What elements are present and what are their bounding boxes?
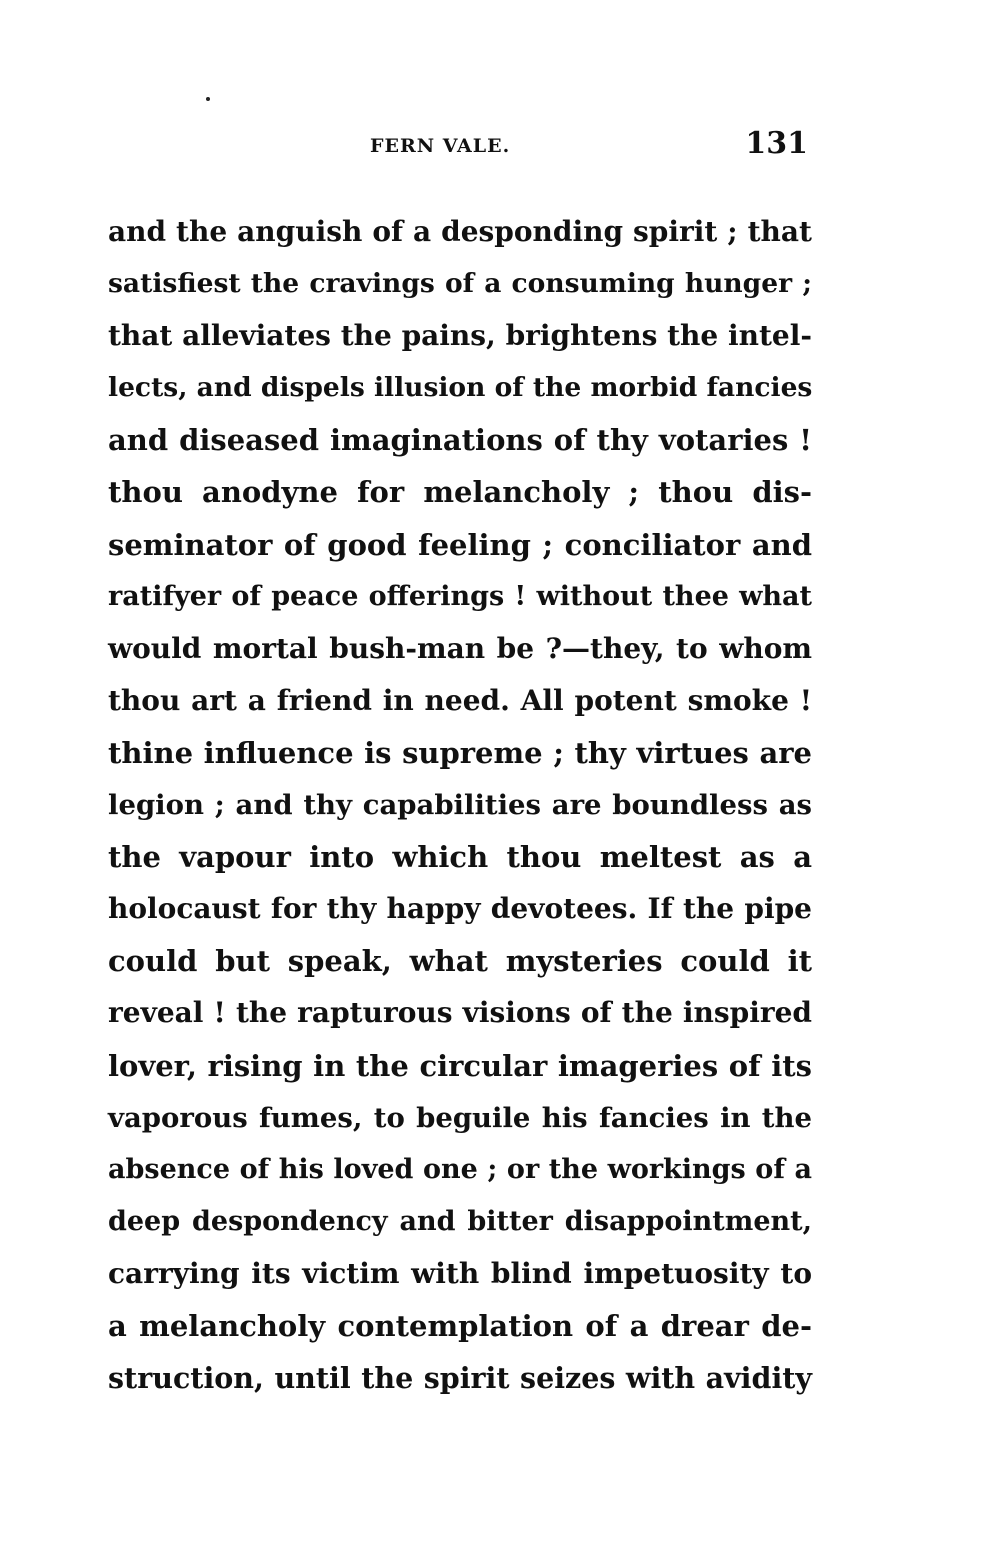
- body-text: [108, 206, 812, 1404]
- text-line: and the anguish of a desponding spirit ; that: [108, 215, 812, 248]
- text-line: could but speak, what mysteries could it: [108, 944, 812, 979]
- text-line: reveal ! the rapturous visions of the inspired: [108, 996, 812, 1030]
- running-head: [108, 126, 808, 166]
- text-line: ratifyer of peace offerings ! without thee what: [108, 580, 812, 612]
- text-line: holocaust for thy happy devotees. If the pipe: [108, 892, 812, 926]
- page-number: 131: [745, 126, 808, 161]
- text-line: absence of his loved one ; or the workings of a: [108, 1153, 812, 1185]
- text-line: seminator of good feeling ; conciliator and: [108, 527, 812, 562]
- text-line: thine influence is supreme ; thy virtues are: [108, 735, 812, 770]
- text-line: vaporous fumes, to beguile his fancies in the: [108, 1101, 812, 1134]
- ink-speck: [206, 97, 210, 101]
- text-line: carrying its victim with blind impetuosity to: [108, 1256, 812, 1290]
- text-line: lects, and dispels illusion of the morbid fancies: [108, 372, 813, 404]
- running-title: FERN VALE.: [370, 135, 511, 157]
- text-line: and diseased imaginations of thy votaries !: [108, 423, 812, 458]
- text-line: a melancholy contemplation of a drear de-: [108, 1308, 812, 1343]
- text-line: thou anodyne for melancholy ; thou dis-: [108, 475, 812, 510]
- text-line: lover, rising in the circular imageries of its: [108, 1048, 812, 1083]
- text-line: would mortal bush-man be ?—they, to whom: [108, 631, 812, 665]
- text-line: legion ; and thy capabilities are boundless as: [108, 789, 812, 822]
- text-line: satisfiest the cravings of a consuming hunger ;: [108, 268, 812, 300]
- text-line: thou art a friend in need. All potent smoke !: [108, 683, 812, 717]
- text-line: that alleviates the pains, brightens the intel-: [108, 319, 812, 353]
- text-line: struction, until the spirit seizes with avidity: [108, 1361, 812, 1396]
- text-line: deep despondency and bitter disappointment,: [108, 1205, 812, 1237]
- text-line: the vapour into which thou meltest as a: [108, 840, 812, 875]
